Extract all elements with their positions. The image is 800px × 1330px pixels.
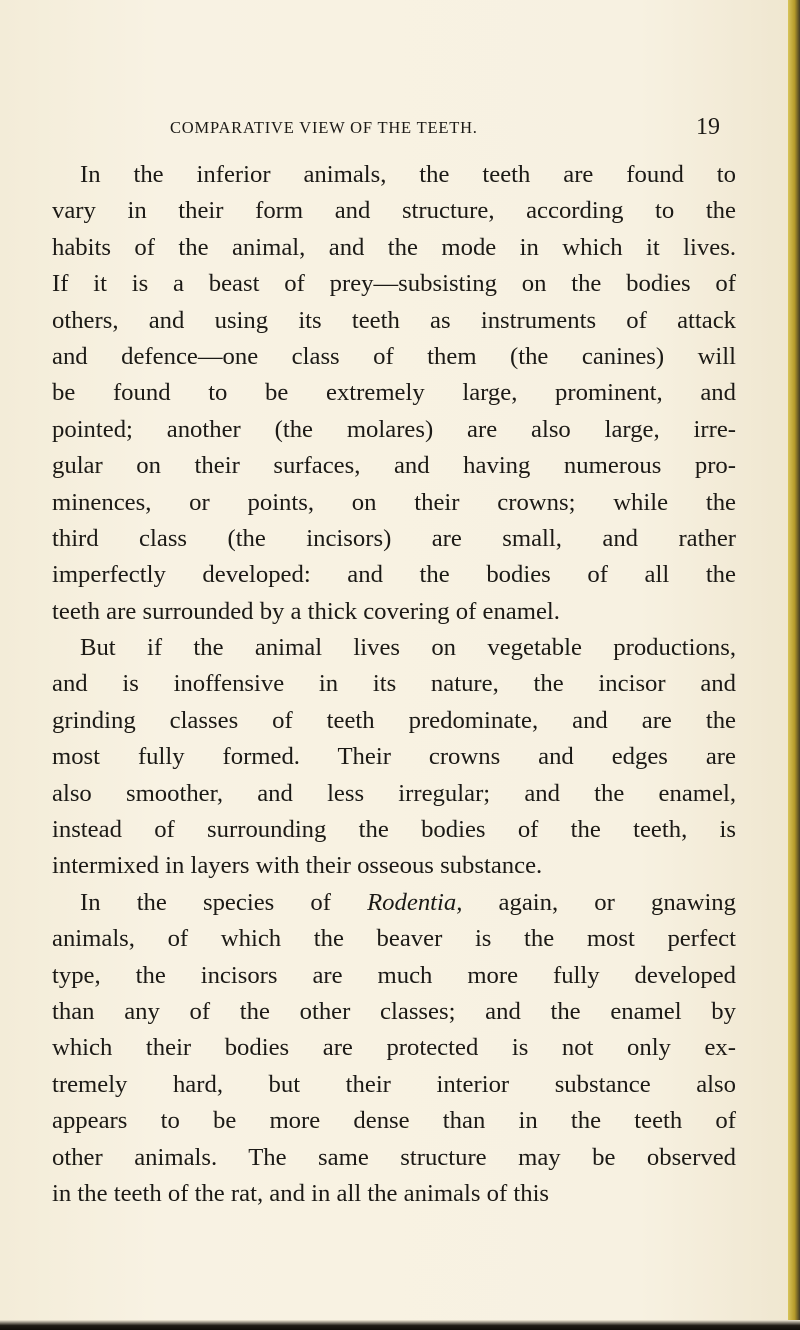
text-line: be found to be extremely large, prominent, and xyxy=(52,379,736,407)
running-title: COMPARATIVE VIEW OF THE TEETH. xyxy=(170,118,478,137)
text-line: and defence—one class of them (the canines) will xyxy=(52,342,736,370)
text-line: imperfectly developed: and the bodies of all the xyxy=(52,561,736,589)
text-line: grinding classes of teeth predominate, and are the xyxy=(52,706,736,734)
italic-term: Rodentia, xyxy=(367,888,463,916)
text-line: in the teeth of the rat, and in all the animals of this xyxy=(52,1179,550,1207)
text-line: minences, or points, on their crowns; while the xyxy=(52,488,736,516)
page-number: 19 xyxy=(696,114,720,140)
text-line: others, and using its teeth as instruments of attack xyxy=(52,306,736,334)
text-line: vary in their form and structure, according to the xyxy=(52,197,736,225)
page-bottom-shadow xyxy=(0,1320,800,1330)
page-edge-shadow xyxy=(788,0,800,1330)
text-line: appears to be more dense than in the teeth of xyxy=(52,1107,736,1135)
text-line-rodentia xyxy=(52,885,736,921)
body-text xyxy=(52,157,736,1212)
text-fragment: In the species of xyxy=(80,888,331,916)
text-line: But if the animal lives on vegetable productions, xyxy=(80,634,736,662)
text-fragment: again, or gnawing xyxy=(498,888,736,916)
text-line: most fully formed. Their crowns and edges are xyxy=(52,743,736,771)
text-line: intermixed in layers with their osseous substance. xyxy=(52,852,543,880)
text-line: type, the incisors are much more fully developed xyxy=(52,961,736,989)
text-line: gular on their surfaces, and having numerous pro- xyxy=(52,452,736,480)
text-line: habits of the animal, and the mode in which it lives. xyxy=(52,233,736,261)
text-line: which their bodies are protected is not only ex- xyxy=(52,1034,736,1062)
page-header xyxy=(100,114,720,150)
text-line: also smoother, and less irregular; and the enamel, xyxy=(52,779,736,807)
text-line: third class (the incisors) are small, and rather xyxy=(52,524,736,552)
text-line: than any of the other classes; and the enamel by xyxy=(52,997,736,1025)
text-line: instead of surrounding the bodies of the teeth, is xyxy=(52,816,736,844)
text-line: other animals. The same structure may be observed xyxy=(52,1143,736,1171)
text-line: If it is a beast of prey—subsisting on the bodies of xyxy=(52,270,736,298)
text-line: teeth are surrounded by a thick covering of enamel. xyxy=(52,597,560,625)
text-line: In the inferior animals, the teeth are found to xyxy=(80,161,736,188)
text-line: tremely hard, but their interior substance also xyxy=(52,1070,736,1098)
text-line: animals, of which the beaver is the most perfect xyxy=(52,925,736,953)
text-line: pointed; another (the molares) are also large, irre- xyxy=(52,415,736,443)
text-line: and is inoffensive in its nature, the incisor and xyxy=(52,670,736,698)
